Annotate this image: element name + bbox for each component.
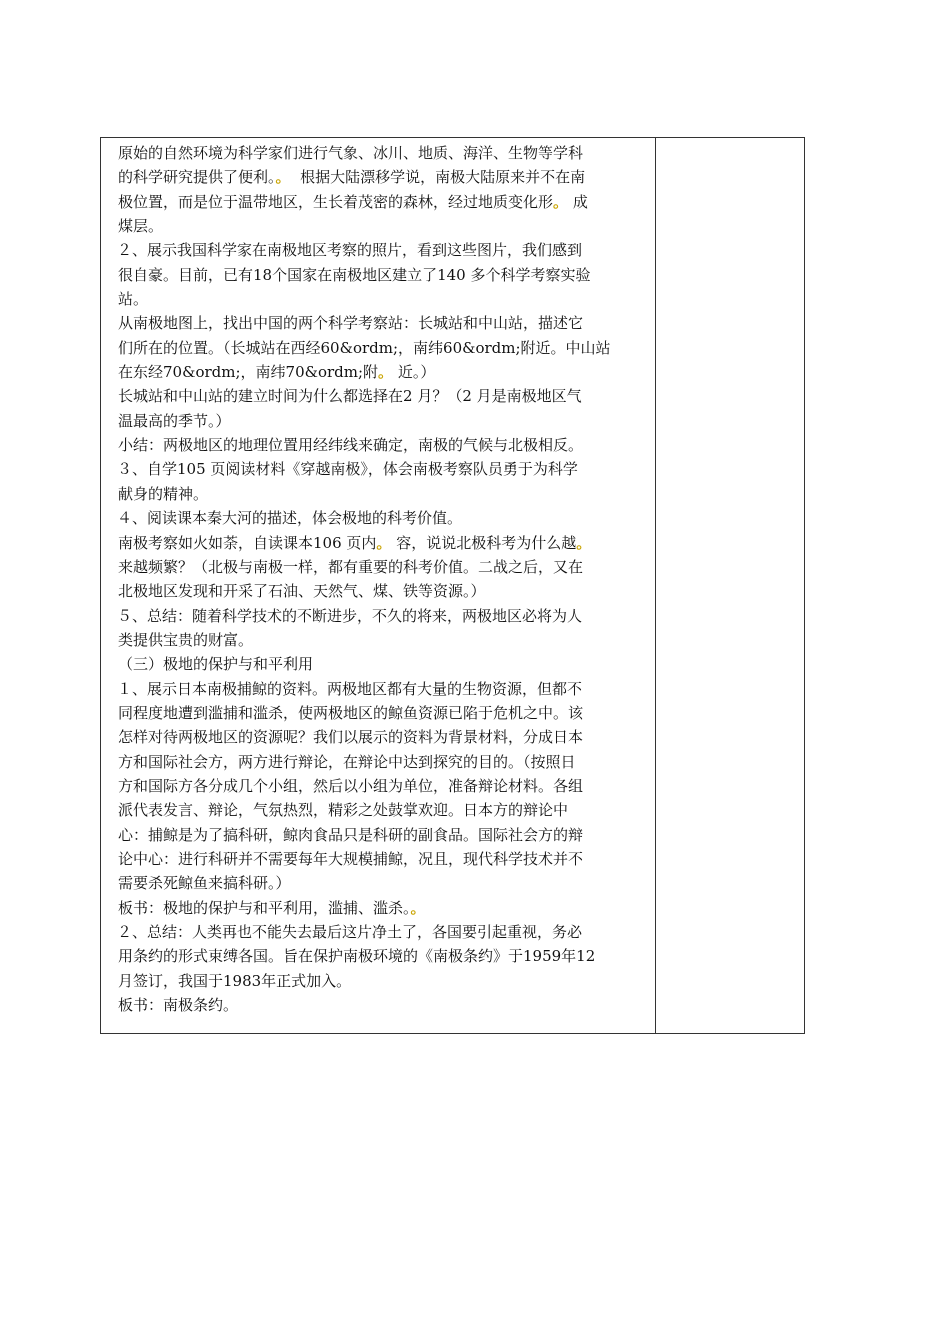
text-line: 板书：南极条约。 [118, 996, 239, 1015]
text-line: 类提供宝贵的财富。 [118, 630, 254, 649]
text-line: ２、展示我国科学家在南极地区考察的照片，看到这些图片，我们感到 [117, 241, 583, 260]
text-line: 站。 [118, 290, 149, 309]
text-line: 同程度地遭到滥捕和滥杀，使两极地区的鲸鱼资源已陷于危机之中。该 [118, 703, 584, 722]
text-line: ２、总结：人类再也不能失去最后这片净土了，各国要引起重视，务必 [117, 923, 583, 941]
text-line: １、展示日本南极捕鲸的资料。两极地区都有大量的生物资源，但都不 [117, 679, 583, 698]
text-line: 从南极地图上，找出中国的两个科学考察站：长城站和中山站，描述它 [118, 314, 584, 333]
text-line: 南极考察如火如荼，自读课本106 页内。 容，说说北极科考为什么越。 [118, 533, 592, 552]
text-line: 极位置，而是位于温带地区，生长着茂密的森林，经过地质变化形。 成 [118, 192, 588, 211]
section-heading: （三）极地的保护与和平利用 [118, 655, 314, 674]
text-line: 很自豪。目前，已有18个国家在南极地区建立了140 多个科学考察实验 [118, 265, 591, 284]
text-line: 长城站和中山站的建立时间为什么都选择在2 月？（2 月是南极地区气 [118, 387, 582, 406]
text-line: 派代表发言、辩论，气氛热烈，精彩之处鼓掌欢迎。日本方的辩论中 [118, 801, 569, 820]
text-line: 怎样对待两极地区的资源呢？我们以展示的资料为背景材料，分成日本 [118, 728, 584, 747]
highlight-mark: 。 [376, 533, 392, 552]
highlight-mark: 。 [553, 192, 569, 211]
text-line: ３、自学105 页阅读材料《穿越南极》，体会南极考察队员勇于为科学 [117, 460, 578, 479]
text-line: 用条约的形式束缚各国。旨在保护南极环境的《南极条约》于1959年12 [118, 947, 596, 966]
notes-cell [656, 138, 804, 1033]
text-line: 来越频繁？（北极与南极一样，都有重要的科考价值。二战之后，又在 [118, 557, 584, 576]
text-line: ４、阅读课本秦大河的描述，体会极地的科考价值。 [117, 509, 463, 528]
text-line: 方和国际社会方，两方进行辩论，在辩论中达到探究的目的。（按照日 [118, 752, 576, 771]
lesson-content-cell [101, 138, 656, 1033]
text-line: 的科学研究提供了便利。。 根据大陆漂移学说，南极大陆原来并不在南 [118, 168, 586, 187]
text-line: ５、总结：随着科学技术的不断进步，不久的将来，两极地区必将为人 [117, 606, 583, 625]
text-line: 北极地区发现和开采了石油、天然气、煤、铁等资源。） [118, 582, 486, 601]
text-line: 需要杀死鲸鱼来搞科研。） [118, 874, 291, 893]
text-line: 小结：两极地区的地理位置用经纬线来确定，南极的气候与北极相反。 [118, 436, 584, 455]
text-line: 月签订，我国于1983年正式加入。 [118, 971, 352, 990]
text-line: 温最高的季节。） [118, 411, 231, 430]
highlight-mark: 。 [410, 898, 426, 917]
text-line: 们所在的位置。（长城站在西经60&ordm;，南纬60&ordm;附近。中山站 [118, 338, 611, 357]
text-line: 方和国际方各分成几个小组，然后以小组为单位，准备辩论材料。各组 [118, 776, 584, 795]
text-line: 心：捕鲸是为了搞科研，鲸肉食品只是科研的副食品。国际社会方的辩 [118, 825, 584, 844]
text-line: 板书：极地的保护与和平利用，滥捕、滥杀。。 [118, 898, 426, 917]
highlight-mark: 。 [275, 168, 291, 187]
lesson-table [100, 137, 805, 1034]
text-line: 原始的自然环境为科学家们进行气象、冰川、地质、海洋、生物等学科 [118, 144, 584, 162]
text-line: 献身的精神。 [118, 484, 209, 503]
text-line: 论中心：进行科研并不需要每年大规模捕鲸，况且，现代科学技术并不 [118, 849, 584, 868]
highlight-mark: 。 [378, 363, 394, 382]
text-line: 煤层。 [118, 217, 164, 236]
text-line: 在东经70&ordm;，南纬70&ordm;附。 近。） [118, 363, 436, 382]
highlight-mark: 。 [576, 533, 592, 552]
